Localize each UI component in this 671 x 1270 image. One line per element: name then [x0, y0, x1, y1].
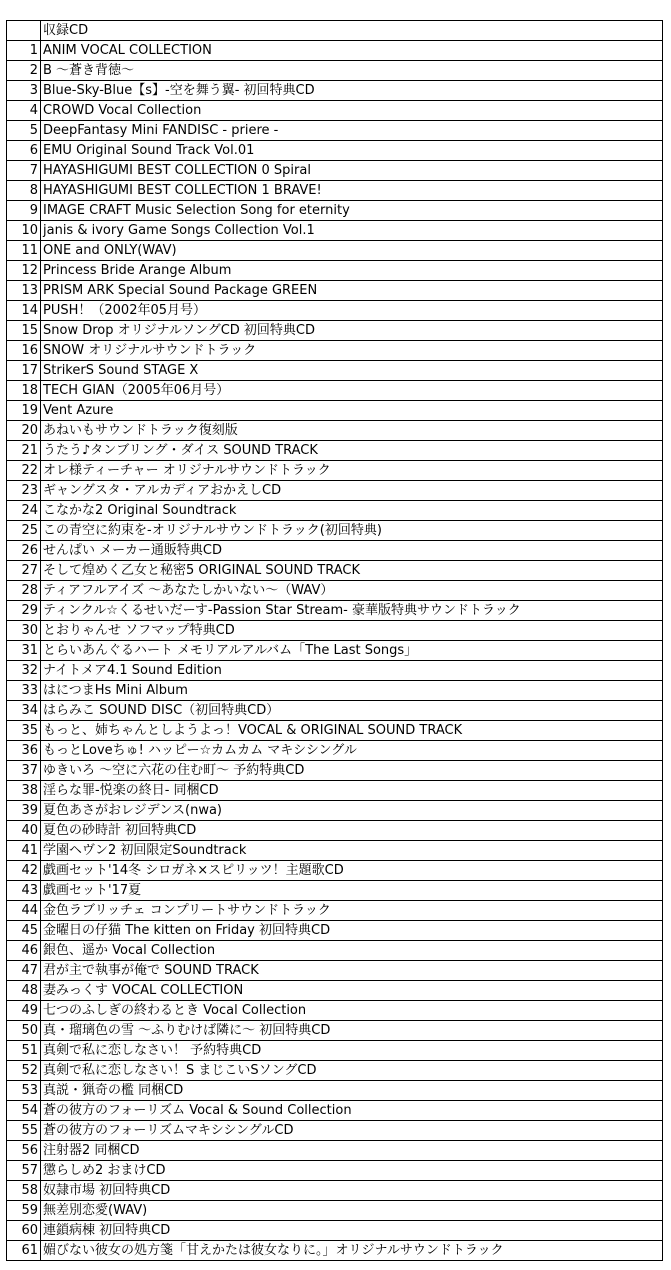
table-row [7, 921, 663, 941]
cd-title-cell[interactable]: DeepFantasy Mini FANDISC - priere - [41, 121, 663, 141]
table-row [7, 781, 663, 801]
cd-title-cell[interactable]: 奴隷市場 初回特典CD [41, 1181, 663, 1201]
cd-title-cell[interactable]: TECH GIAN（2005年06月号） [41, 381, 663, 401]
row-number-cell[interactable]: 9 [7, 201, 41, 221]
table-row [7, 981, 663, 1001]
header-row [7, 21, 663, 41]
table-row [7, 281, 663, 301]
row-number-cell[interactable]: 16 [7, 341, 41, 361]
table-row [7, 41, 663, 61]
cd-title-cell[interactable]: CROWD Vocal Collection [41, 101, 663, 121]
table-row [7, 261, 663, 281]
row-number-cell[interactable]: 33 [7, 681, 41, 701]
table-row [7, 541, 663, 561]
row-number-cell[interactable]: 25 [7, 521, 41, 541]
row-number-cell[interactable]: 22 [7, 461, 41, 481]
row-number-cell[interactable]: 12 [7, 261, 41, 281]
table-row [7, 1141, 663, 1161]
row-number-cell[interactable]: 41 [7, 841, 41, 861]
cd-list-table [6, 20, 663, 1261]
table-row [7, 1181, 663, 1201]
row-number-cell[interactable]: 1 [7, 41, 41, 61]
cd-title-cell[interactable]: StrikerS Sound STAGE X [41, 361, 663, 381]
cd-title-cell[interactable]: もっと、姉ちゃんとしようよっ！VOCAL & ORIGINAL SOUND TRACK [41, 721, 663, 741]
table-row [7, 141, 663, 161]
table-row [7, 641, 663, 661]
cd-title-cell[interactable]: こなかな2 Original Soundtrack [41, 501, 663, 521]
cd-title-cell[interactable]: PRISM ARK Special Sound Package GREEN [41, 281, 663, 301]
cd-title-cell[interactable]: IMAGE CRAFT Music Selection Song for eternity [41, 201, 663, 221]
row-number-cell[interactable]: 37 [7, 761, 41, 781]
row-number-cell[interactable]: 48 [7, 981, 41, 1001]
cd-title-cell[interactable]: 銀色、遥か Vocal Collection [41, 941, 663, 961]
cd-title-cell[interactable]: 金色ラブリッチェ コンプリートサウンドトラック [41, 901, 663, 921]
row-number-cell[interactable]: 49 [7, 1001, 41, 1021]
cd-title-cell[interactable]: 真説・猟奇の檻 同梱CD [41, 1081, 663, 1101]
cd-title-cell[interactable]: ONE and ONLY(WAV) [41, 241, 663, 261]
cd-title-cell[interactable]: Vent Azure [41, 401, 663, 421]
table-row [7, 801, 663, 821]
cd-title-cell[interactable]: HAYASHIGUMI BEST COLLECTION 0 Spiral [41, 161, 663, 181]
cd-title-cell[interactable]: EMU Original Sound Track Vol.01 [41, 141, 663, 161]
table-row [7, 941, 663, 961]
table-row [7, 661, 663, 681]
table-row [7, 441, 663, 461]
row-number-cell[interactable]: 31 [7, 641, 41, 661]
cd-title-cell[interactable]: 夏色の砂時計 初回特典CD [41, 821, 663, 841]
table-row [7, 1121, 663, 1141]
table-row [7, 161, 663, 181]
table-row [7, 1201, 663, 1221]
cd-title-cell[interactable]: 淫らな罪-悦楽の終日- 同梱CD [41, 781, 663, 801]
table-row [7, 761, 663, 781]
row-number-cell[interactable]: 50 [7, 1021, 41, 1041]
table-row [7, 381, 663, 401]
row-number-cell[interactable]: 14 [7, 301, 41, 321]
row-number-cell[interactable]: 7 [7, 161, 41, 181]
cd-title-cell[interactable]: PUSH！（2002年05月号） [41, 301, 663, 321]
cd-title-cell[interactable]: 君が主で執事が俺で SOUND TRACK [41, 961, 663, 981]
row-number-cell[interactable]: 15 [7, 321, 41, 341]
table-row [7, 741, 663, 761]
cd-title-cell[interactable]: janis & ivory Game Songs Collection Vol.1 [41, 221, 663, 241]
cd-title-cell[interactable]: ナイトメア4.1 Sound Edition [41, 661, 663, 681]
table-row [7, 401, 663, 421]
row-number-cell[interactable]: 42 [7, 861, 41, 881]
cd-title-cell[interactable]: Blue-Sky-Blue【s】-空を舞う翼- 初回特典CD [41, 81, 663, 101]
table-row [7, 581, 663, 601]
table-row [7, 121, 663, 141]
row-number-cell[interactable]: 36 [7, 741, 41, 761]
row-number-cell[interactable]: 46 [7, 941, 41, 961]
row-number-cell[interactable]: 47 [7, 961, 41, 981]
cd-title-cell[interactable]: 学園ヘヴン2 初回限定Soundtrack [41, 841, 663, 861]
cd-title-cell[interactable]: 夏色あさがおレジデンス(nwa) [41, 801, 663, 821]
cd-title-cell[interactable]: とおりゃんせ ソフマップ特典CD [41, 621, 663, 641]
row-number-cell[interactable]: 13 [7, 281, 41, 301]
row-number-cell[interactable]: 10 [7, 221, 41, 241]
row-number-cell[interactable]: 20 [7, 421, 41, 441]
table-row [7, 861, 663, 881]
table-row [7, 361, 663, 381]
row-number-cell[interactable]: 34 [7, 701, 41, 721]
cd-title-cell[interactable]: 連鎖病棟 初回特典CD [41, 1221, 663, 1241]
row-number-cell[interactable]: 55 [7, 1121, 41, 1141]
table-row [7, 1081, 663, 1101]
cd-title-cell[interactable]: はらみこ SOUND DISC（初回特典CD） [41, 701, 663, 721]
row-number-cell[interactable]: 27 [7, 561, 41, 581]
table-row [7, 301, 663, 321]
table-row [7, 81, 663, 101]
cd-title-cell[interactable]: 真剣で私に恋しなさい！S まじこいSソングCD [41, 1061, 663, 1081]
row-number-cell[interactable]: 5 [7, 121, 41, 141]
cd-title-cell[interactable]: 蒼の彼方のフォーリズム Vocal & Sound Collection [41, 1101, 663, 1121]
row-number-cell[interactable]: 28 [7, 581, 41, 601]
table-row [7, 201, 663, 221]
cd-title-cell[interactable]: 七つのふしぎの終わるとき Vocal Collection [41, 1001, 663, 1021]
table-row [7, 621, 663, 641]
table-row [7, 1241, 663, 1261]
row-number-cell[interactable]: 56 [7, 1141, 41, 1161]
cd-title-cell[interactable]: B ～蒼き背徳～ [41, 61, 663, 81]
table-row [7, 181, 663, 201]
table-row [7, 1161, 663, 1181]
table-row [7, 821, 663, 841]
table-row [7, 601, 663, 621]
table-row [7, 901, 663, 921]
cd-title-cell[interactable]: とらいあんぐるハート メモリアルアルバム「The Last Songs」 [41, 641, 663, 661]
row-number-cell[interactable]: 51 [7, 1041, 41, 1061]
row-number-cell[interactable]: 43 [7, 881, 41, 901]
row-number-cell[interactable]: 11 [7, 241, 41, 261]
cd-title-cell[interactable]: 戯画セット'14冬 シロガネ×スピリッツ！主題歌CD [41, 861, 663, 881]
cd-title-cell[interactable]: 妻みっくす VOCAL COLLECTION [41, 981, 663, 1001]
table-row [7, 501, 663, 521]
table-row [7, 221, 663, 241]
cd-title-cell[interactable]: 懲らしめ2 おまけCD [41, 1161, 663, 1181]
row-number-cell[interactable]: 26 [7, 541, 41, 561]
table-row [7, 321, 663, 341]
row-number-cell[interactable]: 60 [7, 1221, 41, 1241]
row-number-cell[interactable]: 35 [7, 721, 41, 741]
table-row [7, 701, 663, 721]
table-row [7, 101, 663, 121]
table-row [7, 1221, 663, 1241]
row-number-cell[interactable]: 44 [7, 901, 41, 921]
cd-title-cell[interactable]: ティンクル☆くるせいだーす-Passion Star Stream- 豪華版特典サウンドトラック [41, 601, 663, 621]
row-number-cell[interactable]: 39 [7, 801, 41, 821]
row-number-cell[interactable]: 57 [7, 1161, 41, 1181]
cd-title-cell[interactable]: そして煌めく乙女と秘密5 ORIGINAL SOUND TRACK [41, 561, 663, 581]
table-row [7, 341, 663, 361]
table-row [7, 841, 663, 861]
cd-title-cell[interactable]: 戯画セット'17夏 [41, 881, 663, 901]
row-number-cell[interactable]: 59 [7, 1201, 41, 1221]
table-row [7, 721, 663, 741]
table-row [7, 561, 663, 581]
cd-title-cell[interactable]: せんぱい メーカー通販特典CD [41, 541, 663, 561]
row-number-cell[interactable]: 61 [7, 1241, 41, 1261]
row-number-cell[interactable]: 30 [7, 621, 41, 641]
table-row [7, 461, 663, 481]
cd-title-cell[interactable]: うたう♪タンブリング・ダイス SOUND TRACK [41, 441, 663, 461]
header-num-cell[interactable] [7, 21, 41, 41]
cd-title-cell[interactable]: はにつまHs Mini Album [41, 681, 663, 701]
cd-title-cell[interactable]: あねいもサウンドトラック復刻版 [41, 421, 663, 441]
row-number-cell[interactable]: 21 [7, 441, 41, 461]
table-row [7, 1101, 663, 1121]
cd-title-cell[interactable]: この青空に約束を-オリジナルサウンドトラック(初回特典) [41, 521, 663, 541]
row-number-cell[interactable]: 53 [7, 1081, 41, 1101]
table-row [7, 1061, 663, 1081]
table-row [7, 881, 663, 901]
row-number-cell[interactable]: 4 [7, 101, 41, 121]
table-row [7, 521, 663, 541]
table-body [7, 21, 663, 1261]
cd-title-cell[interactable]: 真・瑠璃色の雪 ～ふりむけば隣に～ 初回特典CD [41, 1021, 663, 1041]
row-number-cell[interactable]: 32 [7, 661, 41, 681]
table-row [7, 421, 663, 441]
cd-title-cell[interactable]: ANIM VOCAL COLLECTION [41, 41, 663, 61]
cd-title-cell[interactable]: 無差別恋愛(WAV) [41, 1201, 663, 1221]
table-row [7, 61, 663, 81]
row-number-cell[interactable]: 38 [7, 781, 41, 801]
table-row [7, 481, 663, 501]
cd-title-cell[interactable]: ギャングスタ・アルカディアおかえしCD [41, 481, 663, 501]
cd-title-cell[interactable]: SNOW オリジナルサウンドトラック [41, 341, 663, 361]
row-number-cell[interactable]: 40 [7, 821, 41, 841]
cd-title-cell[interactable]: もっとLoveちゅ! ハッピー☆カムカム マキシシングル [41, 741, 663, 761]
table-row [7, 241, 663, 261]
cd-title-cell[interactable]: オレ様ティーチャー オリジナルサウンドトラック [41, 461, 663, 481]
row-number-cell[interactable]: 24 [7, 501, 41, 521]
row-number-cell[interactable]: 2 [7, 61, 41, 81]
row-number-cell[interactable]: 45 [7, 921, 41, 941]
cd-title-cell[interactable]: 媚びない彼女の処方箋「甘えかたは彼女なりに。」オリジナルサウンドトラック [41, 1241, 663, 1261]
row-number-cell[interactable]: 58 [7, 1181, 41, 1201]
cd-title-cell[interactable]: Princess Bride Arange Album [41, 261, 663, 281]
table-row [7, 1021, 663, 1041]
cd-title-cell[interactable]: ゆきいろ ～空に六花の住む町～ 予約特典CD [41, 761, 663, 781]
cd-title-cell[interactable]: ティアフルアイズ ～あなたしかいない～（WAV） [41, 581, 663, 601]
row-number-cell[interactable]: 8 [7, 181, 41, 201]
cd-title-cell[interactable]: 蒼の彼方のフォーリズムマキシシングルCD [41, 1121, 663, 1141]
row-number-cell[interactable]: 54 [7, 1101, 41, 1121]
row-number-cell[interactable]: 23 [7, 481, 41, 501]
cd-title-cell[interactable]: Snow Drop オリジナルソングCD 初回特典CD [41, 321, 663, 341]
row-number-cell[interactable]: 17 [7, 361, 41, 381]
cd-title-cell[interactable]: 真剣で私に恋しなさい！ 予約特典CD [41, 1041, 663, 1061]
row-number-cell[interactable]: 29 [7, 601, 41, 621]
row-number-cell[interactable]: 19 [7, 401, 41, 421]
cd-title-cell[interactable]: 金曜日の仔猫 The kitten on Friday 初回特典CD [41, 921, 663, 941]
row-number-cell[interactable]: 18 [7, 381, 41, 401]
table-row [7, 961, 663, 981]
header-title-cell[interactable]: 収録CD [41, 21, 663, 41]
table-row [7, 1041, 663, 1061]
row-number-cell[interactable]: 3 [7, 81, 41, 101]
cd-title-cell[interactable]: HAYASHIGUMI BEST COLLECTION 1 BRAVE! [41, 181, 663, 201]
row-number-cell[interactable]: 52 [7, 1061, 41, 1081]
cd-title-cell[interactable]: 注射器2 同梱CD [41, 1141, 663, 1161]
row-number-cell[interactable]: 6 [7, 141, 41, 161]
table-row [7, 1001, 663, 1021]
table-row [7, 681, 663, 701]
